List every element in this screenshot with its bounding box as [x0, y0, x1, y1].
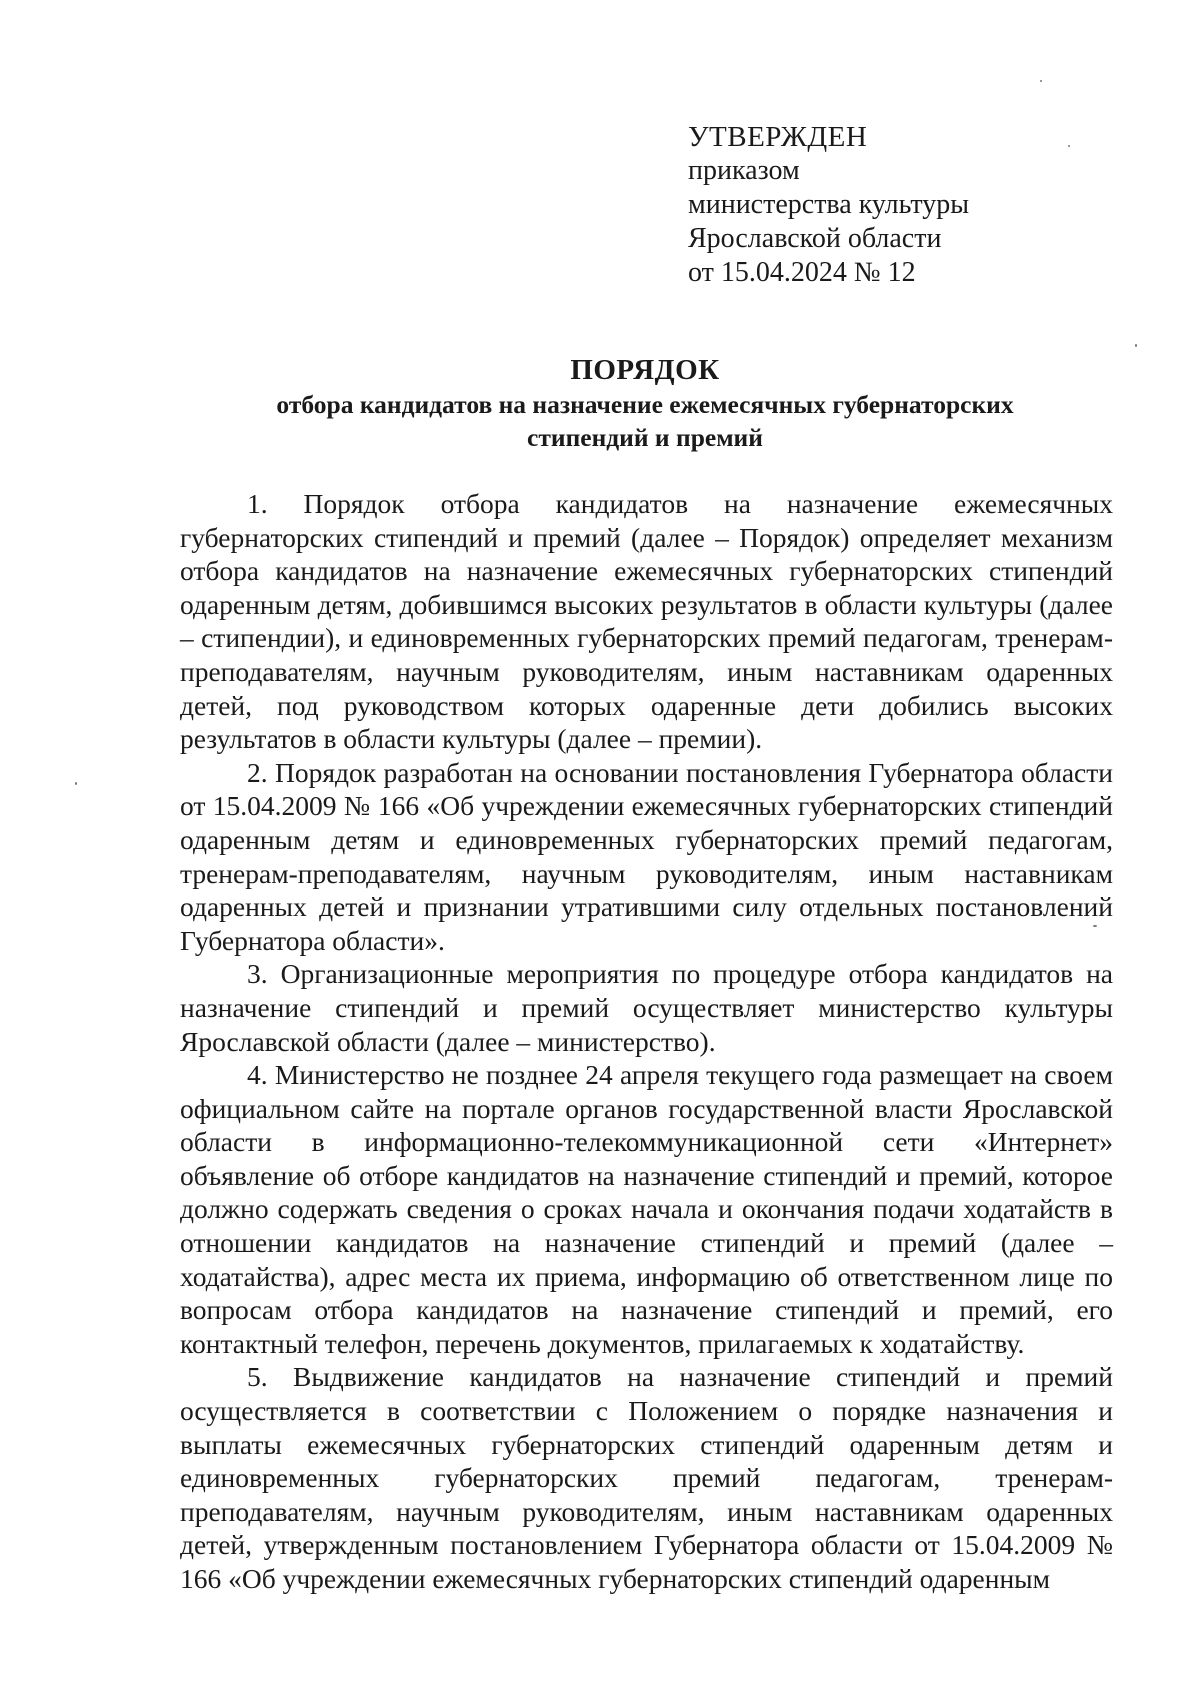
scan-speck [1040, 80, 1042, 82]
scan-speck [1093, 925, 1097, 927]
paragraph-5: 5. Выдвижение кандидатов на назначение стипендий и премий осуществляется в соответствии с Положением о порядке назначения и выплаты ежемесячных губернаторских стипендий одаренным детям и единовременных губернаторских премий педагогам, тренерам-преподавателям, научным руководителям, иным наставникам одаренных детей, утвержденным постановлением Губернатора области от 15.04.2009 № 166 «Об учреждении ежемесячных губернаторских стипендий одаренным [180, 1361, 1113, 1594]
paragraph-2: 2. Порядок разработан на основании постановления Губернатора области от 15.04.2009 № 166 «Об учреждении ежемесячных губернаторских стипендий одаренным детям и единовременных губернаторских премий педагогам, тренерам-преподавателям, научным руководителям, иным наставникам одаренных детей и признании утратившими силу отдельных постановлений Губернатора области». [180, 756, 1113, 956]
approval-line: Ярославской области [688, 223, 942, 254]
document-subtitle-line: стипендий и премий [527, 423, 763, 452]
approval-heading: УТВЕРЖДЕН [688, 121, 868, 153]
scan-speck [1135, 344, 1137, 347]
document-title: ПОРЯДОК [570, 354, 720, 386]
paragraph-1: 1. Порядок отбора кандидатов на назначение ежемесячных губернаторских стипендий и премий (далее – Порядок) определяет механизм отбора кандидатов на назначение ежемесячных губернаторских стипендий одаренным детям, добившимся высоких результатов в области культуры (далее – стипендии), и единовременных губернаторских премий педагогам, тренерам-преподавателям, научным руководителям, иным наставникам одаренных детей, под руководством которых одаренные дети добились высоких результатов в области культуры (далее – премии). [180, 488, 1113, 755]
scan-speck [75, 782, 77, 785]
approval-line: министерства культуры [688, 189, 970, 220]
document-heading [180, 352, 1110, 454]
approval-date-number: от 15.04.2024 № 12 [688, 257, 916, 288]
document-body [180, 487, 1113, 1596]
approval-block [688, 120, 969, 290]
paragraph-4: 4. Министерство не позднее 24 апреля текущего года размещает на своем официальном сайте на портале органов государственной власти Ярославской области в информационно-телекоммуникационной сети «Интернет» объявление об отборе кандидатов на назначение стипендий и премий, которое должно содержать сведения о сроках начала и окончания подачи ходатайств в отношении кандидатов на назначение стипендий и премий (далее – ходатайства), адрес места их приема, информацию об ответственном лице по вопросам отбора кандидатов на назначение стипендий и премий, его контактный телефон, перечень документов, прилагаемых к ходатайству. [180, 1059, 1113, 1359]
paragraph-3: 3. Организационные мероприятия по процедуре отбора кандидатов на назначение стипендий и премий осуществляет министерство культуры Ярославской области (далее – министерство). [180, 958, 1113, 1057]
scan-speck [1068, 145, 1070, 147]
document-subtitle-line: отбора кандидатов на назначение ежемесячных губернаторских [276, 390, 1014, 419]
approval-line: приказом [688, 155, 800, 186]
